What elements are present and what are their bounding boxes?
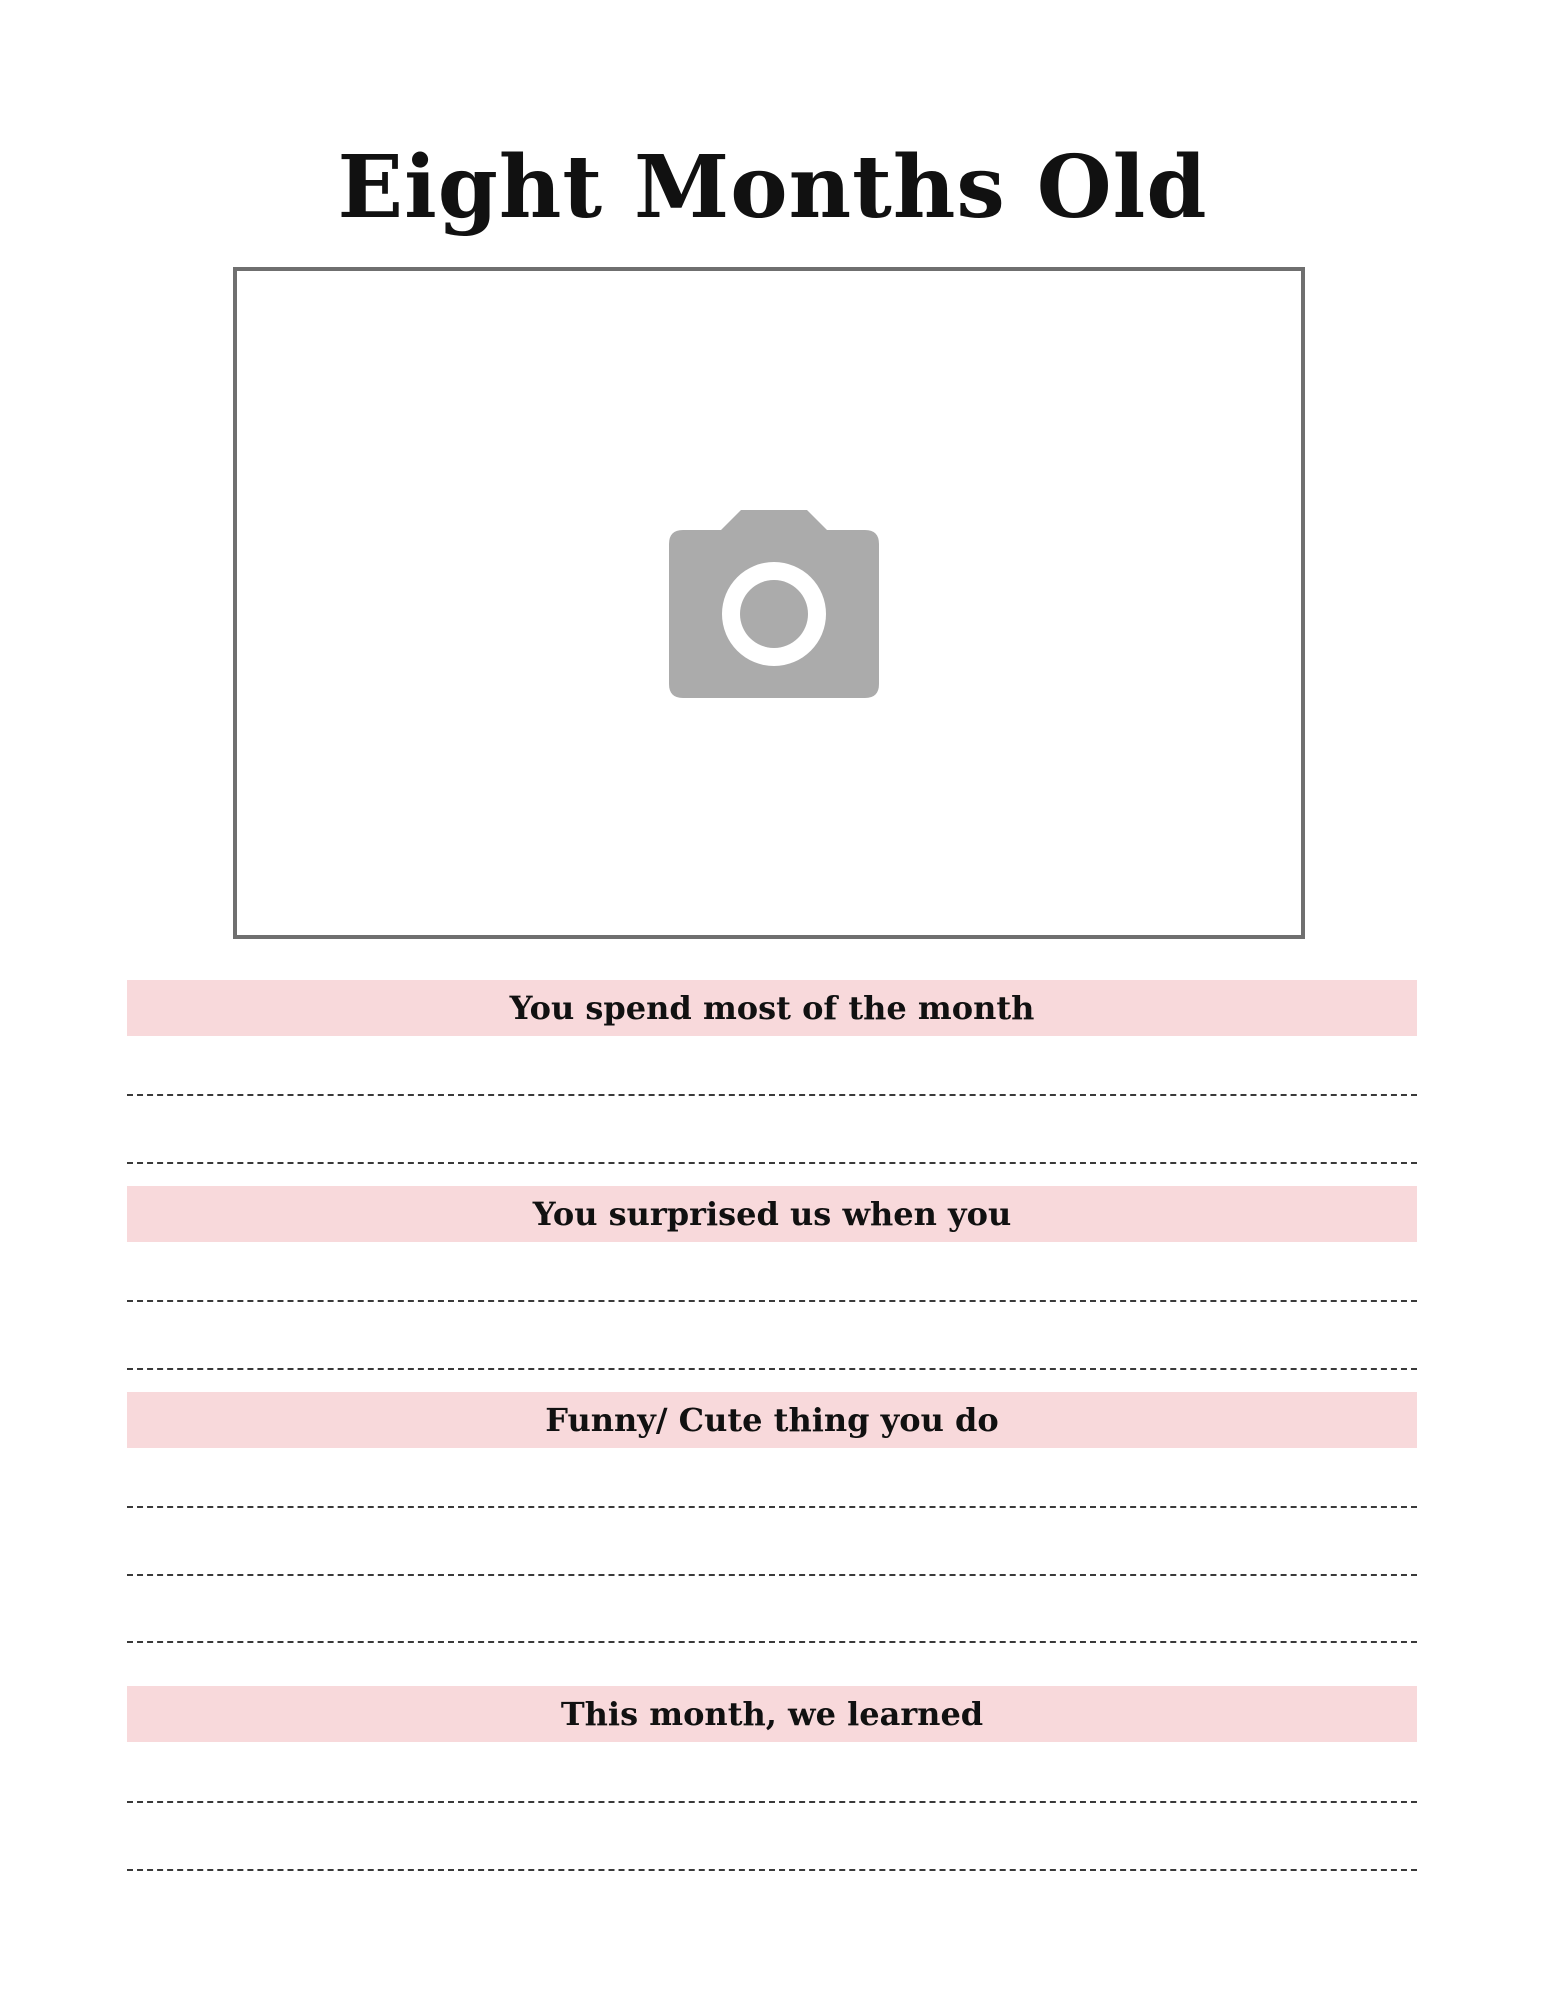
- writing-line[interactable]: [127, 1574, 1417, 1576]
- section-header-funny-cute: Funny/ Cute thing you do: [127, 1392, 1417, 1448]
- photo-frame[interactable]: [233, 267, 1305, 939]
- writing-line[interactable]: [127, 1094, 1417, 1096]
- camera-icon: [669, 508, 879, 698]
- page-title: Eight Months Old: [337, 137, 1208, 238]
- writing-line[interactable]: [127, 1162, 1417, 1164]
- section-header-surprised-us: You surprised us when you: [127, 1186, 1417, 1242]
- writing-line[interactable]: [127, 1300, 1417, 1302]
- section-header-we-learned: This month, we learned: [127, 1686, 1417, 1742]
- writing-line[interactable]: [127, 1869, 1417, 1871]
- writing-line[interactable]: [127, 1801, 1417, 1803]
- writing-line[interactable]: [127, 1368, 1417, 1370]
- writing-line[interactable]: [127, 1641, 1417, 1643]
- writing-line[interactable]: [127, 1506, 1417, 1508]
- section-header-spend-month: You spend most of the month: [127, 980, 1417, 1036]
